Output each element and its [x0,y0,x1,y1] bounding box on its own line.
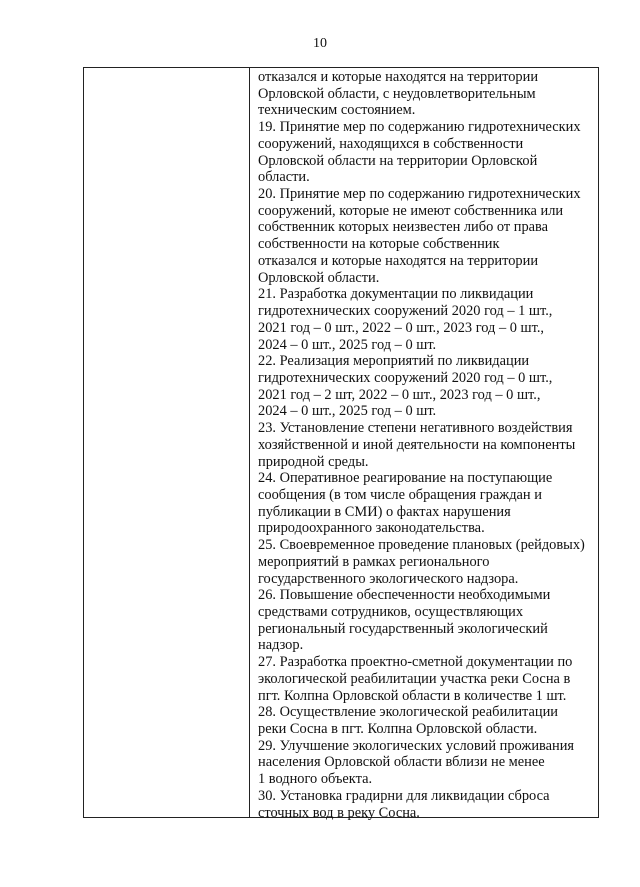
document-table [83,67,599,821]
text-line: 2021 год – 2 шт, 2022 – 0 шт., 2023 год – 0 шт., [258,386,541,403]
text-line: 20. Принятие мер по содержанию гидротехнических [258,186,581,203]
text-line: сооружений, находящихся в собственности [258,135,524,152]
table-right-column [250,68,598,821]
text-line: природной среды. [258,453,369,470]
text-line: реки Сосна в пгт. Колпна Орловской области. [258,721,538,738]
text-line: населения Орловской области вблизи не менее [258,754,545,771]
text-line: природоохранного законодательства. [258,520,485,537]
text-line: 2024 – 0 шт., 2025 год – 0 шт. [258,403,437,420]
text-line: отказался и которые находятся на территории [258,69,539,85]
text-line: Орловской области. [258,269,380,286]
text-line: региональный государственный экологический [258,620,548,637]
text-line: мероприятий в рамках регионального [258,553,490,570]
page-number: 10 [313,36,327,51]
text-line: техническим состоянием. [258,102,416,119]
text-line: 1 водного объекта. [258,771,373,788]
text-line: сооружений, которые не имеют собственника или [258,202,564,219]
text-line: Орловской области, с неудовлетворительным [258,85,536,102]
text-line: надзор. [258,637,304,654]
text-line: 2024 – 0 шт., 2025 год – 0 шт. [258,336,437,353]
text-line: Орловской области на территории Орловской [258,152,538,169]
text-line: хозяйственной и иной деятельности на компоненты [258,436,576,453]
text-line: 30. Установка градирни для ликвидации сброса [258,787,550,804]
text-line: 29. Улучшение экологических условий проживания [258,737,575,754]
text-line: 28. Осуществление экологической реабилитации [258,704,558,721]
text-line: гидротехнических сооружений 2020 год – 0 шт., [258,369,553,386]
text-line: государственного экологического надзора. [258,570,519,587]
text-line: 25. Своевременное проведение плановых (рейдовых) [258,537,585,554]
text-line: сообщения (в том числе обращения граждан и [258,486,542,503]
text-line: собственник которых неизвестен либо от права [258,219,549,236]
text-line: 21. Разработка документации по ликвидации [258,286,534,303]
text-line: средствами сотрудников, осуществляющих [258,604,524,620]
text-line: 22. Реализация мероприятий по ликвидации [258,353,530,370]
text-line: собственности на которые собственник [258,236,500,253]
text-line: отказался и которые находятся на территории [258,252,539,269]
text-line: 2021 год – 0 шт., 2022 – 0 шт., 2023 год – 0 шт., [258,319,545,336]
text-line: экологической реабилитации участка реки Сосна в [258,670,571,687]
text-line: области. [258,169,310,186]
text-line: гидротехнических сооружений 2020 год – 1 шт., [258,303,553,320]
text-line: сточных вод в реку Сосна. [258,804,420,821]
text-line: публикации в СМИ) о фактах нарушения [258,503,511,520]
text-line: пгт. Колпна Орловской области в количестве 1 шт. [258,687,567,704]
text-line: 24. Оперативное реагирование на поступающие [258,470,553,487]
text-line: 26. Повышение обеспеченности необходимыми [258,587,551,604]
table-left-column [84,68,250,817]
text-line: 27. Разработка проектно-сметной документации по [258,654,573,671]
text-line: 23. Установление степени негативного воздействия [258,420,573,437]
text-line: 19. Принятие мер по содержанию гидротехнических [258,119,581,136]
